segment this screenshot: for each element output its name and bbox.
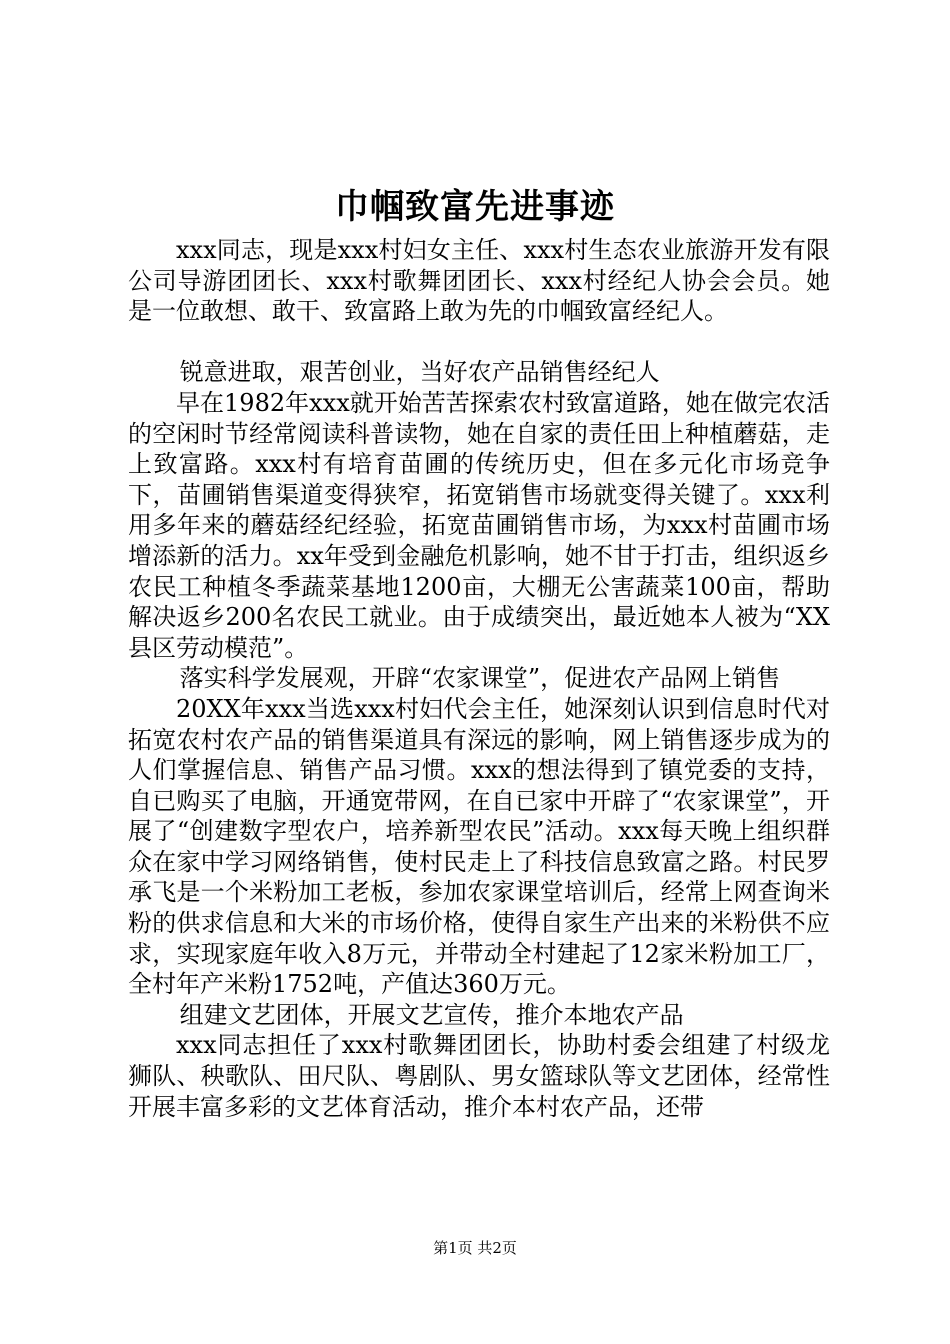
document-title: 巾帼致富先进事迹: [335, 187, 615, 227]
body-paragraph: 20XX年xxx当选xxx村妇代会主任，她深刻认识到信息时代对拓宽农村农产品的销售渠道具有深远的影响，网上销售逐步成为的人们掌握信息、销售产品习惯。xxx的想法得到了镇党委的支持，自已购买了电脑，开通宽带网，在自已家中开辟了“农家课堂”，开展了“创建数字型农户，培养新型农民”活动。xxx每天晚上组织群众在家中学习网络销售，使村民走上了科技信息致富之路。村民罗承飞是一个米粉加工老板，参加农家课堂培训后，经常上网查询米粉的供求信息和大米的市场价格，使得自家生产出来的米粉供不应求，实现家庭年收入8万元，并带动全村建起了12家米粉加工厂，全村年产米粉1752吨，产值达360万元。: [128, 694, 830, 999]
body-paragraph: 早在1982年xxx就开始苦苦探索农村致富道路，她在做完农活的空闲时节经常阅读科普读物，她在自家的责任田上种植蘑菇，走上致富路。xxx村有培育苗圃的传统历史，但在多元化市场竞争下，苗圃销售渠道变得狭窄，拓宽销售市场就变得关键了。xxx利用多年来的蘑菇经纪经验，拓宽苗圃销售市场，为xxx村苗圃市场增添新的活力。xx年受到金融危机影响，她不甘于打击，组织返乡农民工种植冬季蔬菜基地1200亩，大棚无公害蔬菜100亩，帮助解决返乡200名农民工就业。由于成绩突出，最近她本人被为“XX县区劳动模范”。: [128, 388, 830, 662]
section-heading: 组建文艺团体，开展文艺宣传，推介本地农产品: [179, 1000, 684, 1029]
page-footer: 第1页 共2页: [433, 1239, 517, 1257]
section-heading: 落实科学发展观，开辟“农家课堂”，促进农产品网上销售: [179, 664, 781, 693]
body-paragraph: xxx同志担任了xxx村歌舞团团长，协助村委会组建了村级龙狮队、秧歌队、田尺队、粤剧队、男女篮球队等文艺团体，经常性开展丰富多彩的文艺体育活动，推介本村农产品，还带: [128, 1031, 830, 1121]
document-body: [128, 235, 830, 1122]
intro-paragraph: xxx同志，现是xxx村妇女主任、xxx村生态农业旅游开发有限公司导游团团长、xxx村歌舞团团长、xxx村经纪人协会会员。她是一位敢想、敢干、致富路上敢为先的巾帼致富经纪人。: [128, 236, 830, 326]
section-heading: 锐意进取，艰苦创业，当好农产品销售经纪人: [179, 358, 660, 387]
